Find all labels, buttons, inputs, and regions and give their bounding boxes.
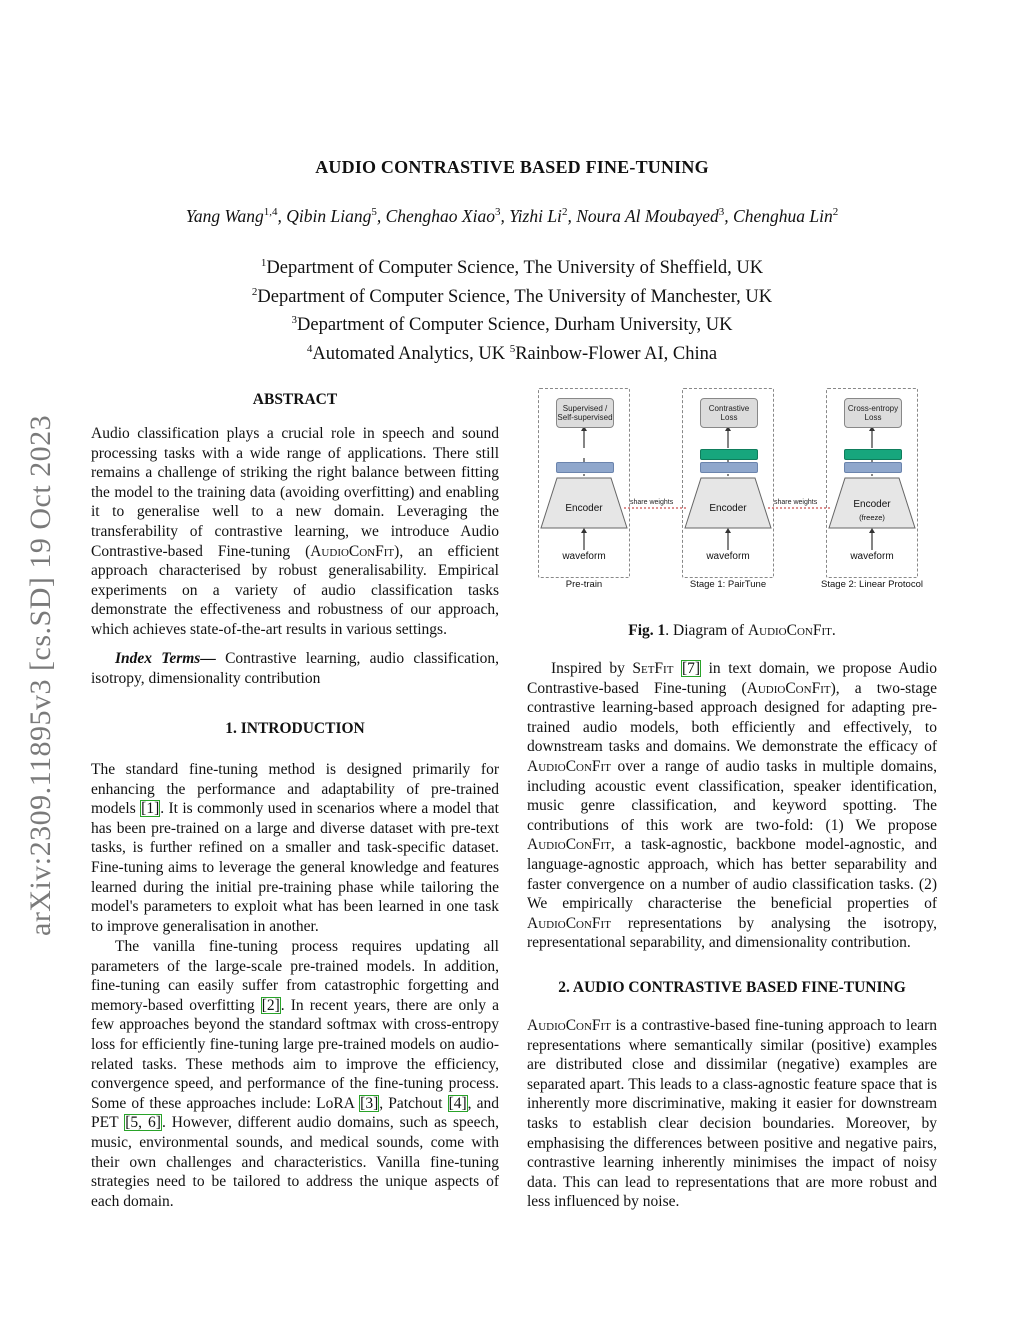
author-name: Chenghua Lin [733, 206, 833, 226]
figure-1-diagram [530, 382, 930, 597]
affiliation-list [0, 252, 1024, 367]
encoder-label: Encoder [853, 499, 891, 510]
author-name: Chenghao Xiao [385, 206, 495, 226]
waveform-input-label: waveform [850, 551, 894, 562]
arxiv-stamp: arXiv:2309.11895v3 [cs.SD] 19 Oct 2023 [24, 414, 57, 936]
author-name: Noura Al Moubayed [576, 206, 719, 226]
stage-label: Stage 1: PairTune [689, 579, 767, 590]
section-2-heading: 2. AUDIO CONTRASTIVE BASED FINE-TUNING [558, 979, 906, 996]
loss-box: Supervised / Self-supervised [556, 398, 614, 428]
feature-vector-bar [700, 462, 758, 473]
author-affiliation-mark: 3 [494, 206, 501, 219]
affiliation-line: $^3$Department of Computer Science, Durham University, UK [291, 314, 733, 336]
projection-head-bar [844, 449, 902, 460]
waveform-input-label: waveform [562, 551, 606, 562]
stage-label: Stage 2: Linear Protocol [821, 579, 923, 590]
citation-link[interactable]: [5, 6] [125, 1114, 161, 1132]
citation-link[interactable]: [7] [681, 660, 701, 677]
citation-link[interactable]: [4] [448, 1094, 467, 1112]
affiliation-line: $^1$Department of Computer Science, The University of Sheffield, UK [260, 257, 764, 279]
figure-caption: Fig. 1. Diagram of AudioConFit. [628, 622, 836, 639]
encoder-label: Encoder [709, 503, 747, 514]
section-2-paragraph: AudioConFit is a contrastive-based fine-tuning approach to learn representations where semantically similar (positive) examples are distributed close and dissimilar (negative) examples are separated apart. This leads to a class-agnostic feature space that is inherently more discriminative, making it easier for downstream tasks to establish clear decision boundaries. Moreover, by emphasising the differences between positive and negative pairs, contrastive learning inherently minimises the impact of noisy data. This can lead to representations that are more robust and less influenced by noise. [527, 1017, 937, 1211]
loss-box: Contrastive Loss [700, 398, 758, 428]
abstract-heading: ABSTRACT [252, 391, 338, 408]
encoder-label: Encoder [565, 503, 603, 514]
share-weights-label: share weights [774, 499, 818, 506]
author-affiliation-mark: 2 [561, 206, 568, 219]
encoder-freeze-note: (freeze) [859, 513, 885, 522]
waveform-input-label: waveform [706, 551, 750, 562]
share-weights-label: share weights [630, 499, 674, 506]
author-name: Yang Wang [185, 206, 264, 226]
author-name: Qibin Liang [286, 206, 372, 226]
author-affiliation-mark: 3 [718, 206, 725, 219]
author-name: Yizhi Li [509, 206, 562, 226]
intro-heading: 1. INTRODUCTION [225, 720, 365, 737]
citation-link[interactable]: [1] [141, 800, 160, 818]
intro-paragraph-2: The vanilla fine-tuning process requires updating all parameters of the large-scale pre-trained models. In addition, fine-tuning can easily suffer from catastrophic forgetting and memory-based overfitting [2]. In recent years, there are only a few approaches beyond the standard softmax with cross-entropy loss for efficiently fine-tuning large pre-trained models on audio-related tasks. These methods aim to improve the efficiency, convergence speed, and performance of the fine-tuning process. Some of these approaches include: LoRA [3], Patchout [4], and PET [5, 6]. However, different audio domains, such as speech, music, environmental sounds, and medical sounds, come with their own challenges and characteristics. Vanilla fine-tuning strategies need to be tailored to address the unique aspects of each domain. [91, 938, 500, 1210]
feature-vector-bar [844, 462, 902, 473]
abstract-text: Audio classification plays a crucial role in speech and sound processing tasks with a wide range of applications. There still remains a challenge of striking the right balance between fitting the model to the training data (avoiding overfitting) and enabling it to generalise well to a new domain. Leveraging the transferability of contrastive learning, we introduce Audio Contrastive-based Fine-tuning (AudioConFit), an efficient approach characterised by robust generalisability. Empirical experiments on a variety of audio classification tasks demonstrate the effectiveness and robustness of our approach, which achieves state-of-the-art results in various settings. [91, 425, 499, 638]
author-affiliation-mark: 2 [832, 206, 839, 219]
citation-link[interactable]: [3] [360, 1094, 379, 1112]
index-terms: Index Terms— Contrastive learning, audio classification, isotropy, dimensionality contribution [91, 650, 499, 687]
paper-title: AUDIO CONTRASTIVE BASED FINE-TUNING [315, 157, 709, 177]
author-list: Yang Wang$^{1,4}$, Qibin Liang$^5$, Chenghao Xiao$^3$, Yizhi Li$^2$, Noura Al Moubayed$^3$, Chenghua Lin$^2$ [185, 206, 839, 226]
right-intro-paragraph: Inspired by SetFit [7] in text domain, we propose Audio Contrastive-based Fine-tuning (AudioConFit), a two-stage contrastive learning-based approach designed for adapting pre-trained audio models, both efficiently and effectively, to downstream tasks and domains. We demonstrate the efficacy of AudioConFit over a range of audio tasks in multiple domains, including acoustic event classification, speaker identification, music genre classification, and keyword spotting. The contributions of this work are two-fold: (1) We propose AudioConFit, a task-agnostic, backbone model-agnostic, and language-agnostic approach, which has better separability and faster convergence on a number of audio classification tasks. (2) We empirically characterise the beneficial properties of AudioConFit representations by analysing the isotropy, representational separability, and dimensionality contribution. [527, 660, 937, 952]
projection-head-bar [700, 449, 758, 460]
author-affiliation-mark: 5 [371, 206, 377, 219]
feature-vector-bar [556, 462, 614, 473]
intro-paragraph-1: The standard fine-tuning method is designed primarily for enhancing the performance and adaptability of pre-trained models [1]. It is commonly used in scenarios where a model that has been pre-trained on a large and diverse dataset with pre-text tasks, is further refined on a smaller and task-specific dataset. Fine-tuning aims to leverage the general knowledge and features learned during the initial pre-training phase while tailoring the model's parameters to exploit what has been learned in one task to improve generalisation in another. [91, 761, 499, 935]
author-affiliation-mark: 1,4 [263, 206, 278, 219]
affiliation-line: $^4$Automated Analytics, UK $^5$Rainbow-Flower AI, China [306, 342, 718, 365]
affiliation-line: $^2$Department of Computer Science, The University of Manchester, UK [251, 285, 773, 307]
citation-link[interactable]: [2] [261, 996, 280, 1014]
loss-box: Cross-entropy Loss [844, 398, 902, 428]
stage-label: Pre-train [565, 579, 603, 590]
